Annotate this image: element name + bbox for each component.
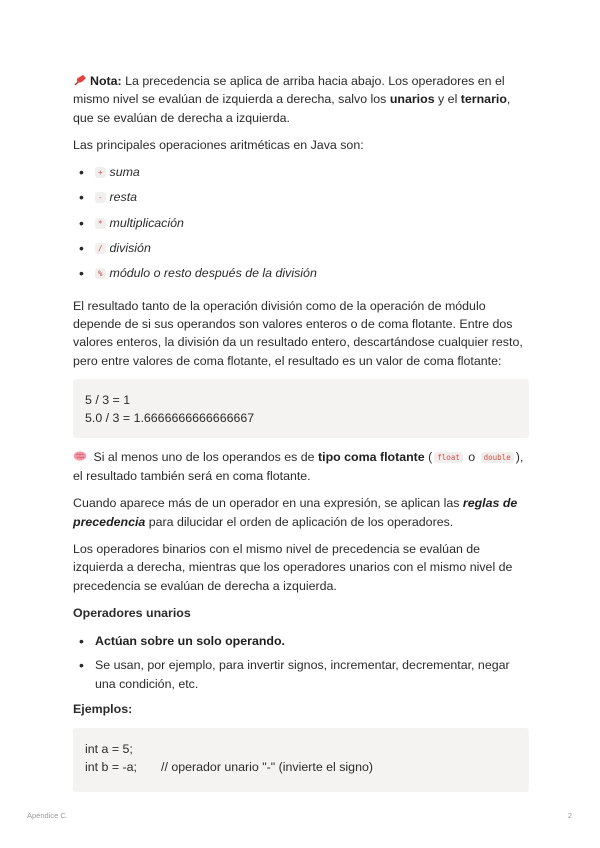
unary-list (73, 632, 529, 693)
operator-code: / (95, 243, 106, 254)
page-content (73, 72, 529, 802)
list-item: • + suma (73, 163, 529, 188)
operations-list (73, 163, 529, 289)
operator-code: + (95, 167, 106, 178)
examples-heading: Ejemplos: (73, 701, 133, 716)
result-paragraph: El resultado tanto de la operación división como de la operación de módulo depende de si sus operandos son valores enteros o de coma flotante. Entre dos valores enteros, la división da un resultado entero, descartándose cualquier resto, pero entre valores de coma flotante, el resultado es un valor de coma flotante: (73, 298, 523, 368)
page-number: 2 (567, 811, 572, 820)
precedence-rules-emphasis: reglas de precedencia (73, 496, 518, 529)
code-line: 5.0 / 3 = 1.6666666666666667 (85, 411, 255, 426)
code-line: int a = 5; (85, 741, 133, 756)
code-line: int b = -a; // operador unario "-" (invierte el signo) (85, 758, 517, 777)
pushpin-icon (73, 74, 87, 86)
intro-text: Las principales operaciones aritméticas en Java son: (73, 137, 364, 152)
operator-code: - (95, 192, 106, 203)
float-note-paragraph: Si al menos uno de los operandos es de tipo coma flotante ( float o double ), el resultado también será en coma flotante. (73, 449, 524, 484)
list-item: • Se usan, por ejemplo, para invertir signos, incrementar, decrementar, negar una condición, etc. (73, 656, 529, 693)
note-paragraph: Nota: La precedencia se aplica de arriba hacia abajo. Los operadores en el mismo nivel se evalúan de izquierda a derecha, salvo los unarios y el ternario, que se evalúan de derecha a izquierda. (73, 74, 511, 125)
float-code: float (434, 452, 463, 463)
code-line: 5 / 3 = 1 (85, 392, 131, 407)
precedence-paragraph: Cuando aparece más de un operador en una expresión, se aplican las reglas de precedencia para dilucidar el orden de aplicación de los operadores. (73, 496, 518, 529)
list-item: • * multiplicación (73, 214, 529, 239)
list-item: • % módulo o resto después de la división (73, 264, 529, 289)
footer-chapter: Apéndice C. (27, 811, 68, 820)
list-item: • / división (73, 239, 529, 264)
code-block-division (73, 379, 529, 438)
note-label: Nota: (90, 74, 122, 88)
list-item: • - resta (73, 188, 529, 213)
double-code: double (481, 452, 514, 463)
operator-code: % (95, 268, 106, 279)
list-item: • Actúan sobre un solo operando. (73, 632, 529, 650)
code-block-unary (73, 728, 529, 792)
unary-heading: Operadores unarios (73, 605, 191, 620)
code-comment: // operador unario "-" (invierte el signo) (161, 760, 373, 775)
operator-code: * (95, 218, 106, 229)
binary-paragraph: Los operadores binarios con el mismo nivel de precedencia se evalúan de izquierda a derecha, mientras que los operadores unarios con el mismo nivel de precedencia se evalúan de derecha a izquierda. (73, 542, 513, 593)
brain-icon (73, 450, 87, 462)
